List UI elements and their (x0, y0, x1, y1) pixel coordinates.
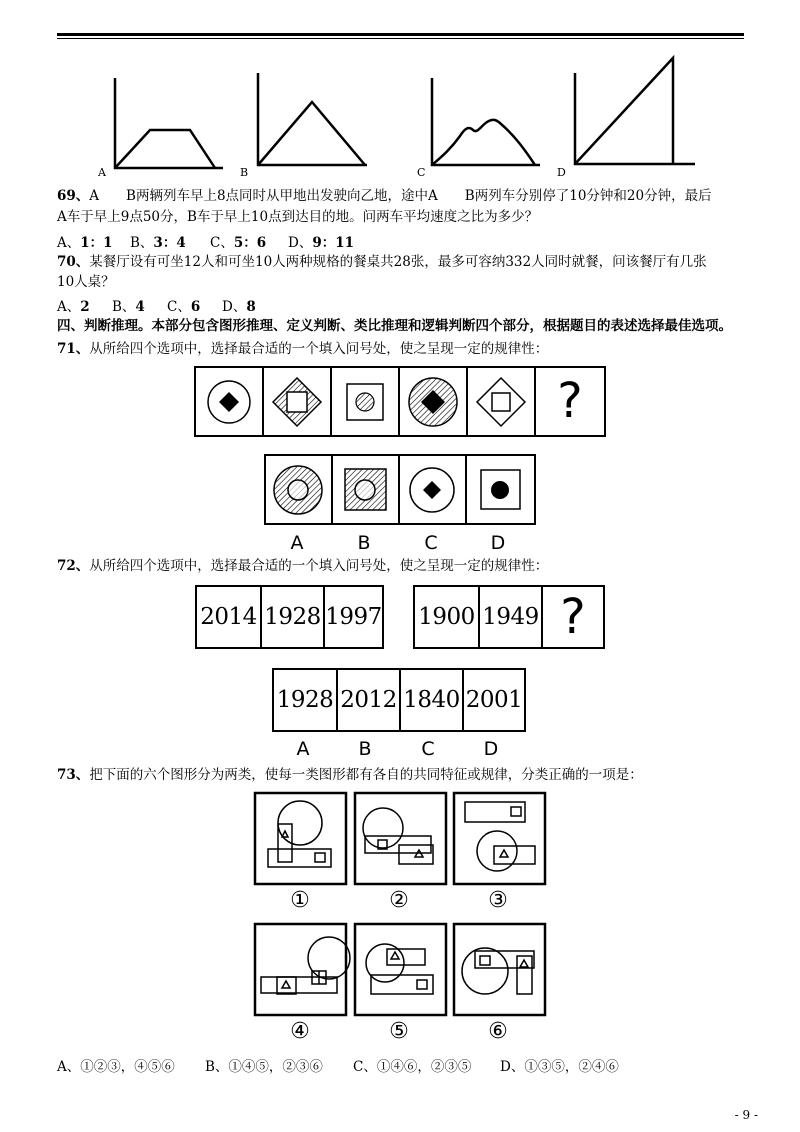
q69-option-b-prefix: B、 (130, 235, 154, 251)
q72-group-1-cell (323, 587, 382, 647)
q72-group-1 (195, 585, 384, 649)
q72-letter-b: B (358, 738, 372, 760)
q73-label-6: ⑥ (488, 1019, 508, 1044)
q73-option-a[interactable]: A、①②③，④⑤⑥ (57, 1059, 175, 1075)
q72-option-b[interactable] (336, 670, 399, 730)
q70-option-c-prefix: C、 (167, 299, 191, 315)
q73-figure-2 (363, 808, 433, 864)
q72-letter-a: A (296, 738, 310, 760)
q72-year: 1949 (482, 604, 539, 630)
q73-label-3: ③ (488, 888, 508, 913)
q73-figure-1 (268, 801, 331, 867)
q70-option-c-value: 6 (190, 299, 201, 315)
q72-line (57, 557, 548, 575)
q72-option-d[interactable] (462, 670, 524, 730)
q69-text-1: A B两辆列车早上8点同时从甲地出发驶向乙地，途中A B两列车分别停了10分钟和20分钟，最后 (89, 188, 712, 204)
q69-option-b[interactable] (130, 231, 186, 251)
q70-option-d-prefix: D、 (222, 299, 247, 315)
q71-figure-5 (477, 378, 525, 426)
q73-figure-5 (366, 944, 433, 994)
q69-option-d-prefix: D、 (288, 235, 313, 251)
q69-option-c-prefix: C、 (210, 235, 234, 251)
q72-group-2 (413, 585, 605, 649)
q71-number: 71、 (57, 341, 90, 357)
q71-line (57, 340, 548, 358)
q69-option-a[interactable] (57, 231, 113, 251)
page-number: - 9 - (734, 1108, 758, 1122)
q73-option-c[interactable]: C、①④⑥，②③⑤ (353, 1059, 472, 1075)
graph-d (575, 58, 695, 164)
q72-group-2-cell (415, 587, 478, 647)
q70-option-b-prefix: B、 (112, 299, 136, 315)
q73-option-b[interactable]: B、①④⑤，②③⑥ (205, 1059, 323, 1075)
q71-figure-1 (208, 381, 250, 423)
q71-question-mark: ? (557, 373, 583, 429)
q72-group-1-cell (197, 587, 260, 647)
q71-answer-c-figure[interactable] (410, 468, 454, 512)
q70-line1 (57, 253, 707, 271)
q72-year: 1900 (418, 604, 475, 630)
q71-letter-c: C (424, 532, 438, 554)
q70-number: 70、 (57, 254, 90, 270)
q70-option-d[interactable] (222, 295, 256, 315)
q70-option-a[interactable] (57, 295, 90, 315)
q73-number: 73、 (57, 767, 90, 783)
q72-option-c[interactable] (399, 670, 462, 730)
q70-option-b[interactable] (112, 295, 145, 315)
section-4-heading: 四、判断推理。本部分包含图形推理、定义判断、类比推理和逻辑判断四个部分，根据题目的表述选择最佳选项。 (57, 318, 732, 334)
q70-option-a-value: 2 (80, 299, 90, 315)
q72-year: 1997 (325, 604, 382, 630)
q69-text-2: A车于早上9点50分，B车于早上10点到达目的地。问两车平均速度之比为多少？ (57, 209, 539, 225)
q72-group-1-cell (260, 587, 323, 647)
graph-c (432, 78, 540, 165)
q71-answer-d-figure[interactable] (481, 470, 520, 509)
q72-year: 1928 (264, 604, 321, 630)
q69-option-b-value: 3：4 (153, 235, 186, 251)
q73-line (57, 766, 643, 784)
q69-option-a-prefix: A、 (57, 235, 81, 251)
q72-year: 2014 (200, 604, 257, 630)
q70-option-b-value: 4 (135, 299, 145, 315)
q71-letter-a: A (290, 532, 304, 554)
header-rule-thin (57, 38, 744, 39)
q73-figure-4 (261, 937, 350, 994)
graph-b (258, 73, 367, 165)
q69-option-d-value: 9：11 (312, 235, 355, 251)
q70-text-2: 10人桌？ (57, 274, 115, 290)
q71-figure-4 (409, 378, 457, 426)
q73-figure-3 (465, 802, 535, 871)
q71-answer-b-figure[interactable] (345, 469, 386, 510)
q70-option-c[interactable] (167, 295, 200, 315)
graph-label-d: D (557, 166, 566, 179)
q72-question-mark: ? (541, 587, 603, 647)
q71-letter-b: B (357, 532, 371, 554)
q71-answer-a-figure[interactable] (274, 466, 322, 514)
q72-group-2-cell (478, 587, 541, 647)
q72-option-a-value: 1928 (276, 687, 334, 713)
q73-label-1: ① (290, 888, 310, 913)
q73-label-5: ⑤ (389, 1019, 409, 1044)
q69-option-d[interactable] (288, 231, 354, 251)
q71-answer-figures (264, 454, 536, 526)
header-rule-thick (57, 33, 744, 36)
q69-option-a-value: 1：1 (80, 235, 113, 251)
q73-label-4: ④ (290, 1019, 310, 1044)
q72-options (272, 668, 526, 732)
q70-option-d-value: 8 (246, 299, 256, 315)
q71-text: 从所给四个选项中，选择最合适的一个填入问号处，使之呈现一定的规律性： (89, 341, 549, 357)
q72-option-d-value: 2001 (465, 687, 523, 713)
q69-number: 69、 (57, 188, 90, 204)
q73-figure-6 (462, 948, 534, 994)
q70-option-a-prefix: A、 (57, 299, 81, 315)
q69-option-c[interactable] (210, 231, 266, 251)
graph-a (115, 78, 223, 168)
graph-label-c: C (417, 166, 426, 179)
graph-label-a: A (98, 166, 106, 179)
q71-letter-d: D (490, 532, 506, 554)
q71-figure-2 (273, 378, 321, 426)
q73-label-2: ② (389, 888, 409, 913)
speed-time-graphs (95, 48, 705, 183)
q70-text-1: 某餐厅设有可坐12人和可坐10人两种规格的餐桌共28张，最多可容纳332人同时就餐，问该餐厅有几张 (89, 254, 707, 270)
q72-option-b-value: 2012 (340, 687, 397, 713)
q72-letter-c: C (421, 738, 435, 760)
q72-letter-d: D (483, 738, 499, 760)
q69-option-c-value: 5：6 (233, 235, 267, 251)
q69-line1 (57, 187, 712, 205)
q73-option-d[interactable]: D、①③⑤，②④⑥ (500, 1059, 619, 1075)
graph-label-b: B (240, 166, 249, 179)
q71-figure-3 (347, 384, 383, 420)
q72-option-c-value: 1840 (403, 687, 460, 713)
q73-text: 把下面的六个图形分为两类，使每一类图形都有各自的共同特征或规律，分类正确的一项是： (89, 767, 643, 783)
q72-option-a[interactable] (274, 670, 336, 730)
q72-number: 72、 (57, 558, 90, 574)
q72-text: 从所给四个选项中，选择最合适的一个填入问号处，使之呈现一定的规律性： (89, 558, 549, 574)
